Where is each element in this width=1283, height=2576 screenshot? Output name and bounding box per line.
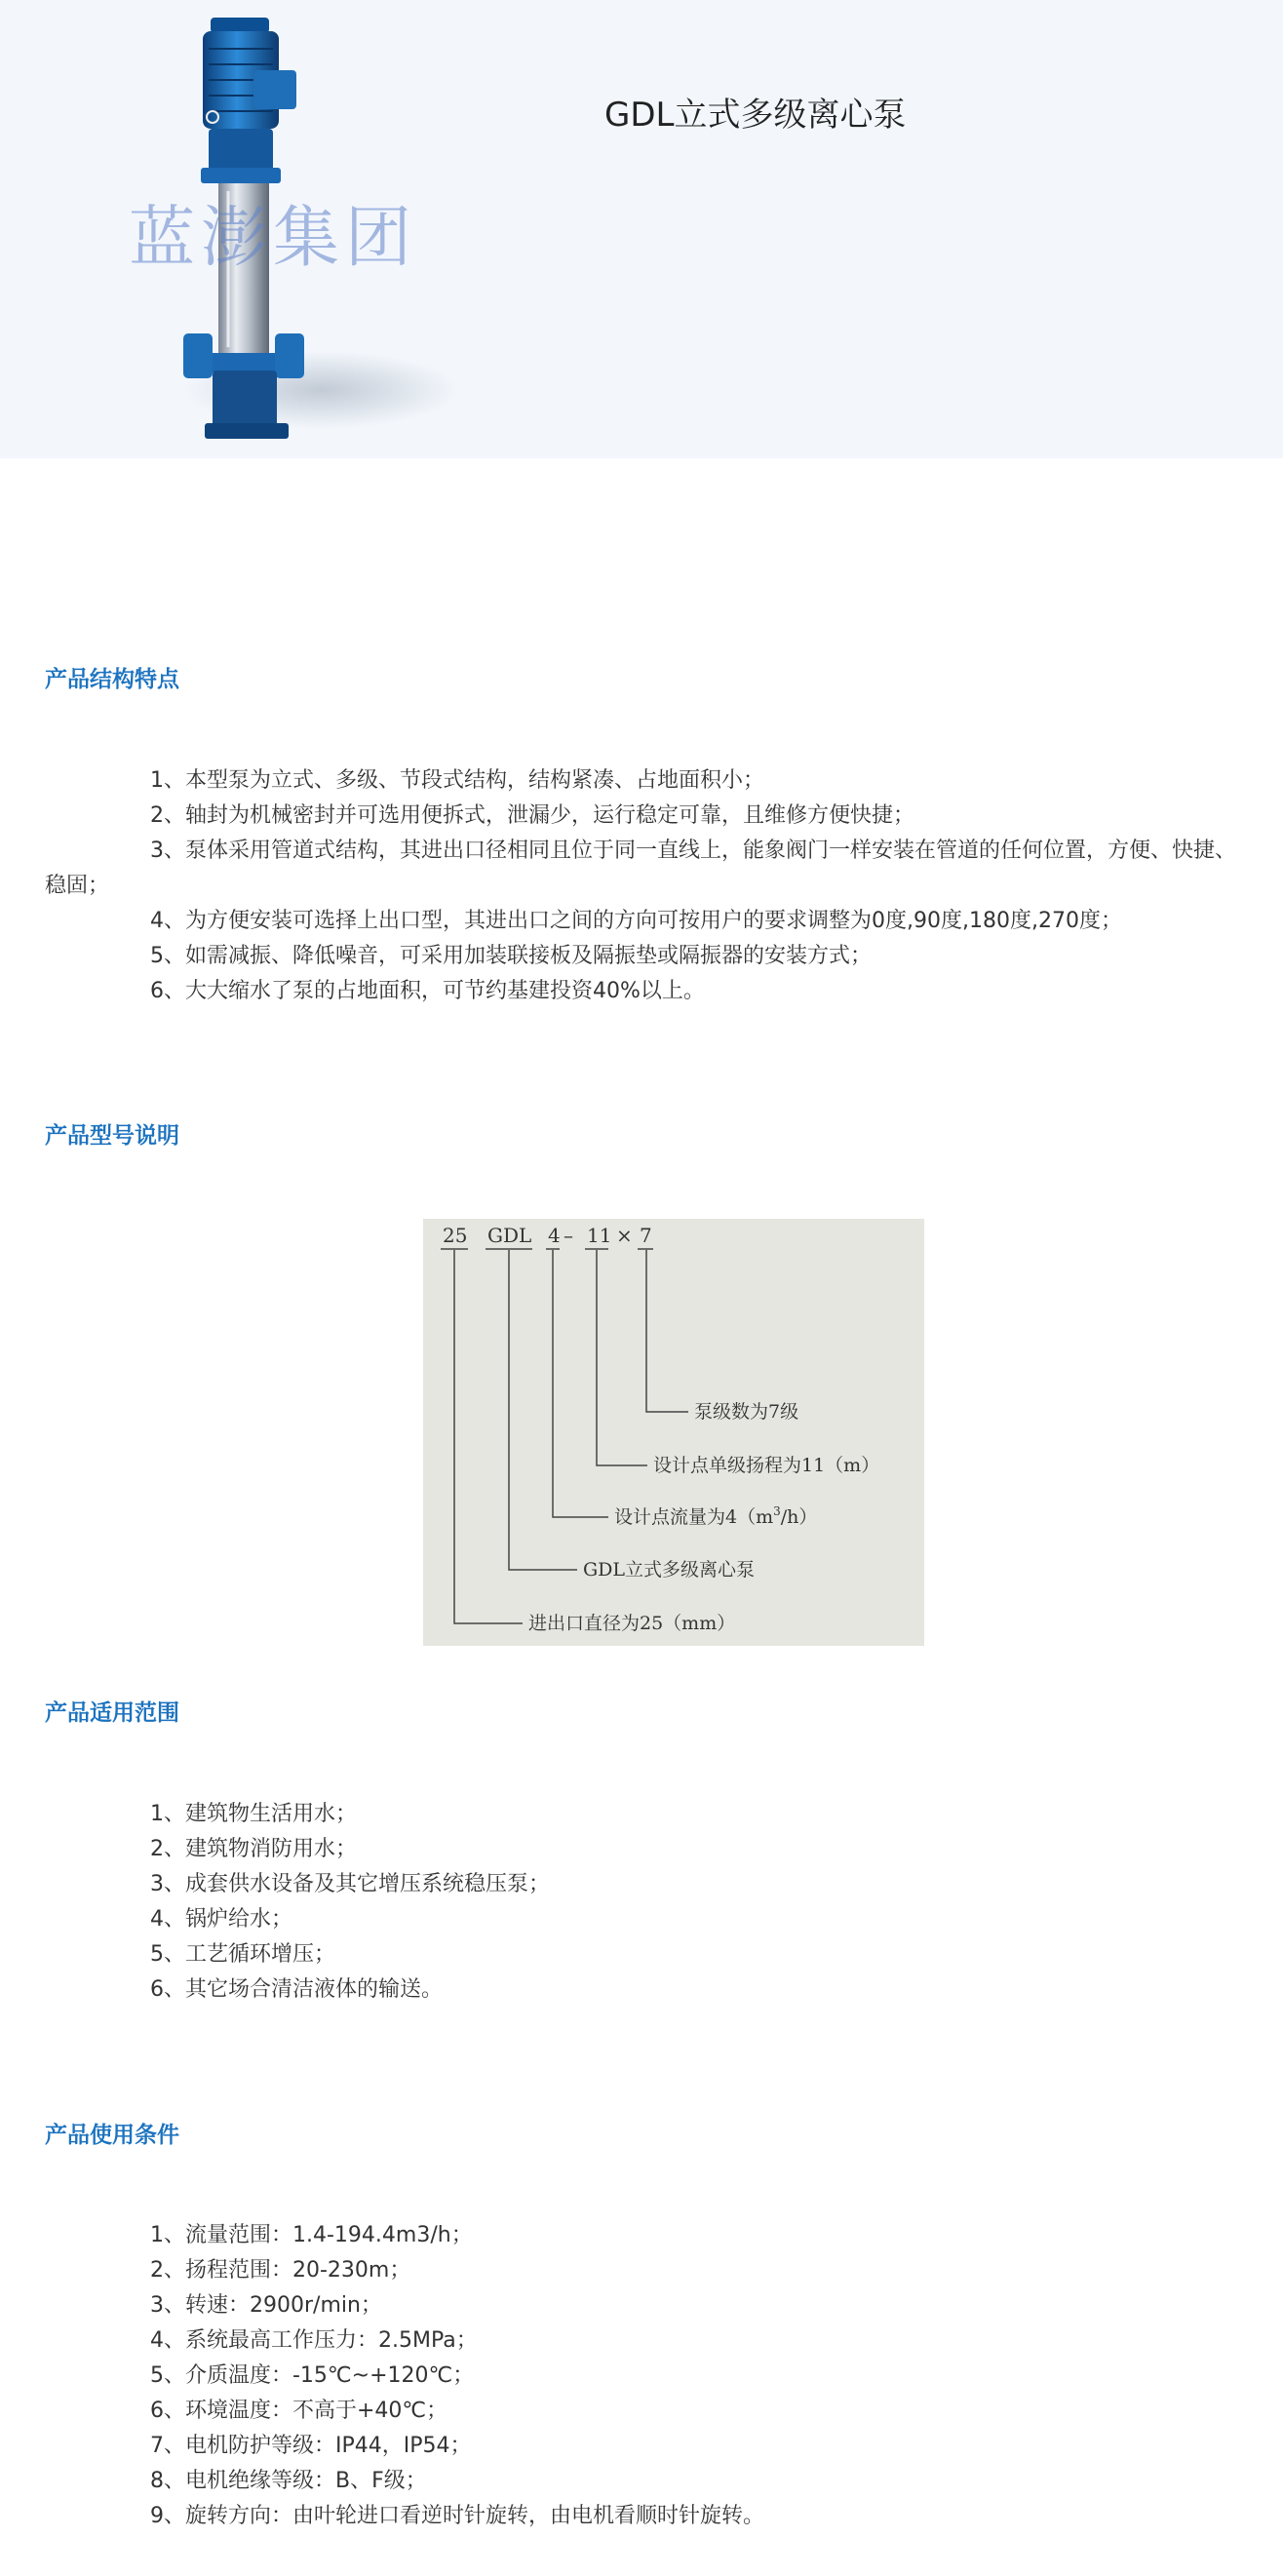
list-item: 2、建筑物消防用水； — [150, 1837, 357, 1861]
list-item: 4、系统最高工作压力：2.5MPa； — [150, 2328, 478, 2353]
label-flow: 设计点流量为$4(m^3/h)$ — [614, 1504, 818, 1528]
list-item: 9、旋转方向：由叶轮进口看逆时针旋转，由电机看顺时针旋转。 — [150, 2504, 764, 2528]
list-item: 4、锅炉给水； — [150, 1907, 292, 1932]
label-stages: 泵级数为7级 — [694, 1401, 799, 1423]
operating-conditions-list — [45, 2218, 1244, 2534]
list-item: 4、为方便安装可选择上出口型，其进出口之间的方向可按用户的要求调整为0度,90度,180度,270度； — [150, 909, 1122, 933]
list-item: 2、扬程范围：20-230m； — [150, 2258, 411, 2283]
hero-banner — [0, 0, 1283, 458]
list-item: 3、转速：2900r/min； — [150, 2293, 382, 2318]
label-head: 设计点单级扬程为11（m） — [653, 1455, 880, 1476]
list-item: 6、环境温度：不高于+40℃； — [150, 2399, 448, 2423]
heading-operating-conditions: 产品使用条件 — [45, 2123, 179, 2148]
model-code-diagram — [423, 1219, 924, 1646]
heading-model-explanation: 产品型号说明 — [45, 1123, 179, 1149]
list-item: 7、电机防护等级：IP44，IP54； — [150, 2434, 472, 2458]
code-head: 11 — [587, 1224, 612, 1247]
list-item: 5、工艺循环增压； — [150, 1942, 335, 1967]
list-item: 2、轴封为机械密封并可选用便拆式，泄漏少，运行稳定可靠，且维修方便快捷； — [150, 803, 914, 828]
code-separator-dash: – — [564, 1224, 573, 1247]
code-flow: 4 — [548, 1224, 561, 1247]
list-item: 1、建筑物生活用水； — [150, 1802, 357, 1826]
list-item: 3、泵体采用管道式结构，其进出口径相同且位于同一直线上，能象阀门一样安装在管道的任何位置，方便、快捷、稳固； — [45, 839, 1237, 898]
list-item: 8、电机绝缘等级：B、F级； — [150, 2469, 427, 2493]
list-item: 1、流量范围：1.4-194.4m3/h； — [150, 2223, 473, 2247]
product-title: GDL立式多级离心泵 — [604, 96, 907, 135]
label-diameter: 进出口直径为25（mm） — [528, 1613, 736, 1634]
code-diameter: 25 — [443, 1224, 468, 1247]
list-item: 6、其它场合清洁液体的输送。 — [150, 1977, 443, 2002]
list-item: 6、大大缩水了泵的占地面积，可节约基建投资40%以上。 — [150, 979, 705, 1003]
application-scope-list — [45, 1797, 1244, 2008]
code-separator-times: × — [616, 1224, 633, 1247]
list-item: 5、介质温度：-15℃~+120℃； — [150, 2363, 475, 2388]
structure-features-list — [45, 763, 1244, 1009]
brand-watermark: 蓝澎集团 — [129, 200, 418, 277]
list-item: 3、成套供水设备及其它增压系统稳压泵； — [150, 1872, 550, 1896]
list-item: 5、如需减振、降低噪音，可采用加装联接板及隔振垫或隔振器的安装方式； — [150, 944, 872, 968]
code-series: GDL — [487, 1224, 532, 1247]
heading-structure-features: 产品结构特点 — [45, 667, 179, 692]
list-item: 1、本型泵为立式、多级、节段式结构，结构紧凑、占地面积小； — [150, 768, 764, 793]
label-series: GDL立式多级离心泵 — [583, 1559, 756, 1581]
code-stages: 7 — [640, 1224, 652, 1247]
heading-application-scope: 产品适用范围 — [45, 1700, 179, 1726]
